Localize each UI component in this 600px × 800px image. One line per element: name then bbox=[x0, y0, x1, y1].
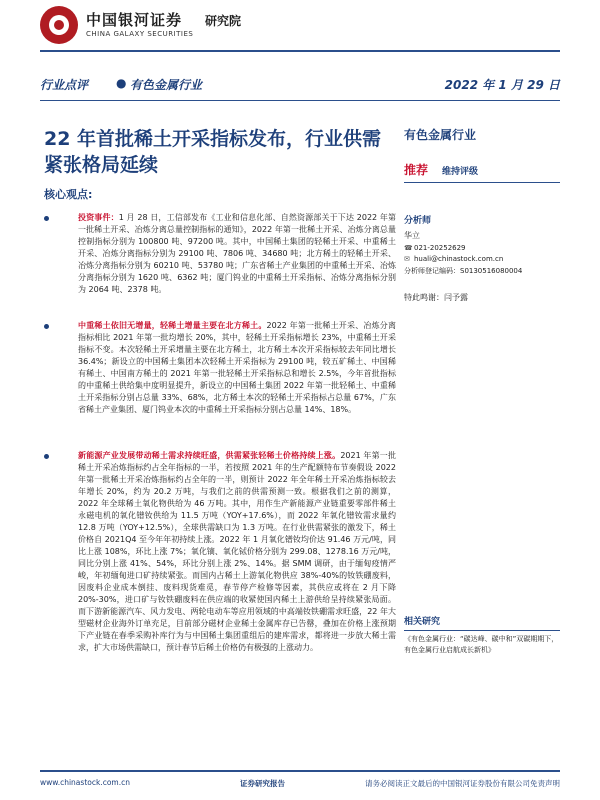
related-research-item[interactable]: 《有色金属行业：“碳达峰、碳中和”双碳期期下，有色金属行业启航成长新机》 bbox=[404, 635, 559, 654]
report-title: 22 年首批稀土开采指标发布，行业供需紧张格局延续 bbox=[44, 128, 382, 176]
bullet-icon bbox=[44, 454, 49, 459]
header-divider bbox=[40, 50, 560, 52]
rating-value: 推荐 bbox=[404, 163, 429, 177]
analyst-email-row bbox=[404, 255, 560, 263]
analyst-cert: 分析师登记编码：S0130516080004 bbox=[404, 267, 523, 275]
footer-divider bbox=[40, 770, 560, 772]
galaxy-logo-icon bbox=[40, 6, 78, 44]
bullet-icon bbox=[44, 324, 49, 329]
phone-icon: ☎ bbox=[404, 244, 413, 252]
sidebar-sector: 有色金属行业 bbox=[404, 128, 477, 142]
report-meta-bar bbox=[40, 76, 560, 100]
report-date: 2022 年 1 月 29 日 bbox=[444, 78, 560, 92]
paragraph-heavy-rare-earth bbox=[44, 320, 396, 416]
paragraph-lead: 投资事件： bbox=[78, 213, 119, 222]
paragraph-investment-event bbox=[44, 212, 396, 296]
bullet-icon bbox=[44, 216, 49, 221]
paragraph-lead: 新能源产业发展带动稀土需求持续旺盛，供需紧张轻稀土价格持续上涨。 bbox=[78, 451, 341, 460]
analyst-header: 分析师 bbox=[404, 216, 432, 226]
footer-label: 证券研究报告 bbox=[240, 779, 285, 788]
report-sector: 有色金属行业 bbox=[130, 78, 203, 92]
meta-divider bbox=[40, 100, 560, 101]
paragraph-lead: 中重稀土依旧无增量，轻稀土增量主要在北方稀土。 bbox=[78, 321, 267, 330]
paragraph-body: 1 月 28 日，工信部发布《工业和信息化部、自然资源部关于下达 2022 年第一批稀土开采、冶炼分离总量控制指标的通知》，2022 年第一批稀土开采、冶炼分离总量控制指标分别为 100800 吨、97200 吨。其中，中国稀土集团的轻稀土开采、中重稀土开采、冶炼分离指标分别为 29100 吨、7806 吨、34680 吨；北方稀土的轻稀土开采、冶炼分离指标分别为 60210 吨、53780 吨；广东省稀土产业集团的中重稀土开采、冶炼分离指标分别为 1620 吨、6362 吨；厦门钨业的中重稀土开采指标、冶炼分离指标分别为 2064 吨、2378 吨。 bbox=[78, 213, 396, 294]
paragraph-demand-price bbox=[44, 450, 396, 654]
related-research-header: 相关研究 bbox=[404, 614, 560, 631]
report-type: 行业点评 bbox=[40, 78, 89, 92]
analyst-email[interactable]: huali@chinastock.com.cn bbox=[414, 255, 504, 263]
logo-en-text: CHINA GALAXY SECURITIES bbox=[86, 30, 194, 38]
institute-label: 研究院 bbox=[205, 14, 242, 28]
analyst-phone-row bbox=[404, 244, 560, 252]
paragraph-body: 2021 年第一批稀土开采冶炼指标约占全年指标的一半，若按照 2021 年的生产配额特布节奏假设 2022 年第一批稀土开采冶炼指标约占全年的一半，则预计 2022 年全年稀土开采冶炼指标较去年增长 20%，约为 20.2 万吨，与我们之前的供需预测一致。根据我们之前的测算，2022 年全球稀土氧化物供给为 46 万吨。其中，用作生产新能源产业链重要零部件稀土永磁电机的氧化镨钕供给为 11.5 万吨（YOY+17.6%），而 2022 年氧化镨钕需求量约 12.8 万吨（YOY+12.5%），全球供需缺口为 1.3 万吨。在行业供需紧张的激发下，稀土价格自 2021Q4 至今年年初持续上涨。2022 年 1 月氧化镨钕均价达 91.46 万元/吨，同比上涨 108%，环比上涨 7%；氧化镝、氧化铽价格分别为 299.08、1278.16 万元/吨，同比分别上涨 41%、54%，环比分别上涨 2%、14%。据 SMM 调研，由于缅甸疫情严峻，年初缅甸进口矿持续紧张。而国内占稀土上游氧化物供应 38%-40%的钕铁硼废料，因废料企业成本倒挂、废料现货难觅，春节停产检修等因素，其供应或将在 2 月下降 20%-30%，进口矿与钕铁硼废料在供应端的收紧使国内稀土上游供给呈持续紧张局面。而下游新能源汽车、风力发电、两轮电动车等应用领域的中高端钕铁硼需求旺盛，22 年大型磁材企业海外订单充足，目前部分磁材企业稀土金属库存已告罄，叠加在价格上涨预期下产业链在春季采购补库行为与中国稀土集团重组后的建库需求，都将进一步放大稀土需求，扩大市场供需缺口，预计春节后稀土价格仍有极强的上涨动力。 bbox=[78, 451, 397, 652]
analyst-name: 华立 bbox=[404, 231, 420, 240]
footer bbox=[40, 778, 560, 792]
footer-url[interactable]: www.chinastock.com.cn bbox=[40, 778, 130, 787]
analyst-cert-row bbox=[404, 266, 560, 276]
acknowledgement: 特此鸣谢：闫予露 bbox=[404, 293, 468, 302]
core-views-label: 核心观点: bbox=[44, 188, 93, 201]
rating-note: 维持评级 bbox=[442, 167, 479, 177]
analyst-phone: 021-20252629 bbox=[414, 244, 466, 252]
footer-disclaimer: 请务必阅读正文最后的中国银河证券股份有限公司免责声明 bbox=[365, 779, 560, 788]
sidebar bbox=[404, 126, 560, 303]
paragraph-body: 2022 年第一批稀土开采、冶炼分离指标相比 2021 年第一批均增长 20%，其中，轻稀土开采指标增长 23%，中重稀土开采指标不变。本次轻稀土开采增量主要在北方稀土，北方稀土本次开采指标较去年同比增长 36.4%；新设立的中国稀土集团本次轻稀土开采指标为 29100 吨，较五矿稀土、中国稀有稀土、中国南方稀土的 2021 年第一批轻稀土开采指标总和增长 2.5%，今年首批指标的中重稀土供给集中度明显提升，新设立的中国稀土集团 2022 年第一批轻稀土、中重稀土开采指标分别占总量 33%、68%，北方稀土本次的轻稀土开采指标占总量 67%，广东省稀土产业集团、厦门钨业本次的中重稀土开采指标分别占总量 14%、18%。 bbox=[78, 321, 396, 414]
main-content bbox=[44, 200, 396, 748]
logo-cn-text: 中国银河证券 bbox=[86, 11, 183, 29]
rating-divider bbox=[404, 182, 560, 183]
meta-bullet: ● bbox=[116, 76, 127, 90]
company-logo bbox=[40, 6, 330, 46]
rating-block bbox=[404, 161, 560, 178]
email-icon: ✉ bbox=[404, 255, 410, 263]
